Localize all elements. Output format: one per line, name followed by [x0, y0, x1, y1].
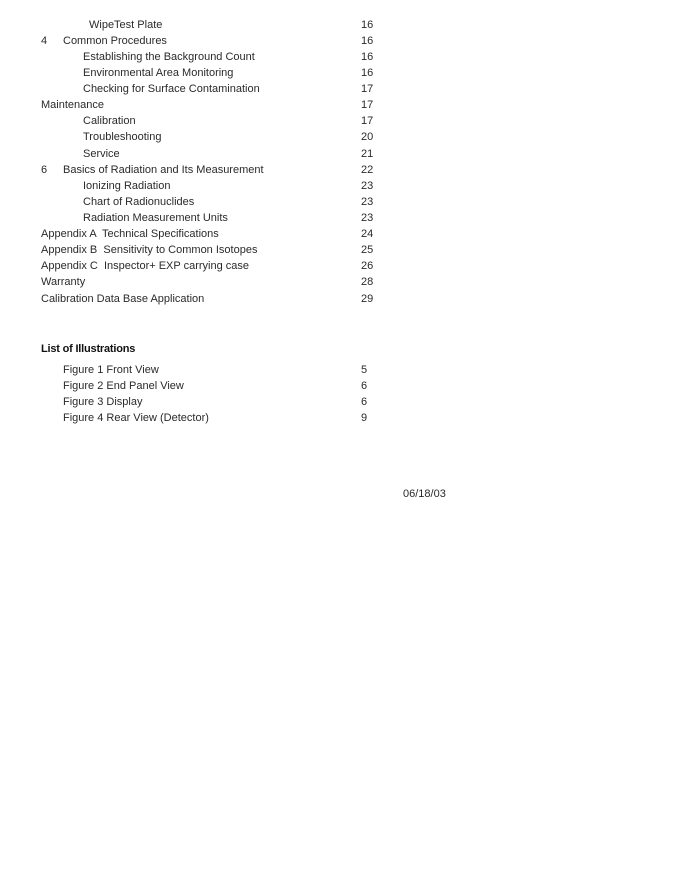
toc-entry-title: Common Procedures: [63, 35, 167, 47]
toc-entry-title: Warranty: [41, 276, 86, 288]
toc-chapter-number: 4: [41, 35, 48, 47]
toc-entry-title: Service: [83, 148, 120, 160]
toc-row: [0, 33, 680, 49]
toc-entry-page: 28: [361, 276, 374, 288]
toc-entry-page: 16: [361, 51, 374, 63]
illustration-title: Figure 2 End Panel View: [63, 380, 184, 392]
illustration-title: Figure 4 Rear View (Detector): [63, 412, 209, 424]
list-of-illustrations-heading: List of Illustrations: [41, 343, 136, 355]
toc-row: [0, 97, 680, 113]
toc-entry-page: 16: [361, 35, 374, 47]
illustration-page: 6: [361, 380, 368, 392]
toc-row: [0, 178, 680, 194]
toc-entry-title: Maintenance: [41, 99, 104, 111]
illustration-title: Figure 3 Display: [63, 396, 143, 408]
footer-date: 06/18/03: [403, 488, 446, 500]
toc-entry-title: WipeTest Plate: [89, 19, 163, 31]
toc-entry-page: 17: [361, 115, 374, 127]
toc-entry-page: 26: [361, 260, 374, 272]
toc-row: [0, 162, 680, 178]
toc-row: [0, 291, 680, 307]
illustration-page: 5: [361, 364, 368, 376]
toc-row: [0, 146, 680, 162]
illustration-title: Figure 1 Front View: [63, 364, 159, 376]
toc-chapter-number: 6: [41, 164, 48, 176]
toc-row: [0, 17, 680, 33]
toc-row: [0, 49, 680, 65]
toc-entry-title: Radiation Measurement Units: [83, 212, 228, 224]
toc-entry-page: 20: [361, 131, 374, 143]
toc-row: [0, 210, 680, 226]
toc-entry-title: Checking for Surface Contamination: [83, 83, 260, 95]
toc-row: [0, 258, 680, 274]
toc-entry-page: 23: [361, 196, 374, 208]
toc-row: [0, 242, 680, 258]
toc-entry-title: Appendix B Sensitivity to Common Isotopes: [41, 244, 258, 256]
toc-entry-title: Troubleshooting: [83, 131, 162, 143]
toc-entry-title: Basics of Radiation and Its Measurement: [63, 164, 264, 176]
toc-entry-title: Appendix C Inspector+ EXP carrying case: [41, 260, 249, 272]
toc-entry-title: Chart of Radionuclides: [83, 196, 195, 208]
toc-entry-page: 21: [361, 148, 374, 160]
toc-row: [0, 81, 680, 97]
toc-entry-title: Calibration Data Base Application: [41, 293, 205, 305]
toc-entry-page: 29: [361, 293, 374, 305]
toc-entry-title: Ionizing Radiation: [83, 180, 171, 192]
toc-row: [0, 194, 680, 210]
toc-entry-page: 23: [361, 180, 374, 192]
illustration-row: [0, 410, 680, 426]
toc-entry-page: 16: [361, 19, 374, 31]
illustration-page: 6: [361, 396, 368, 408]
toc-row: [0, 129, 680, 145]
illustration-page: 9: [361, 412, 368, 424]
toc-entry-page: 23: [361, 212, 374, 224]
toc-entry-title: Establishing the Background Count: [83, 51, 255, 63]
toc-entry-title: Appendix A Technical Specifications: [41, 228, 219, 240]
toc-entry-page: 17: [361, 99, 374, 111]
toc-entry-page: 24: [361, 228, 374, 240]
toc-entry-title: Environmental Area Monitoring: [83, 67, 234, 79]
toc-entry-page: 17: [361, 83, 374, 95]
toc-row: [0, 113, 680, 129]
illustration-row: [0, 394, 680, 410]
toc-row: [0, 65, 680, 81]
toc-entry-title: Calibration: [83, 115, 136, 127]
toc-row: [0, 274, 680, 290]
toc-entry-page: 25: [361, 244, 374, 256]
illustration-row: [0, 378, 680, 394]
toc-entry-page: 16: [361, 67, 374, 79]
illustration-row: [0, 362, 680, 378]
toc-row: [0, 226, 680, 242]
toc-entry-page: 22: [361, 164, 374, 176]
